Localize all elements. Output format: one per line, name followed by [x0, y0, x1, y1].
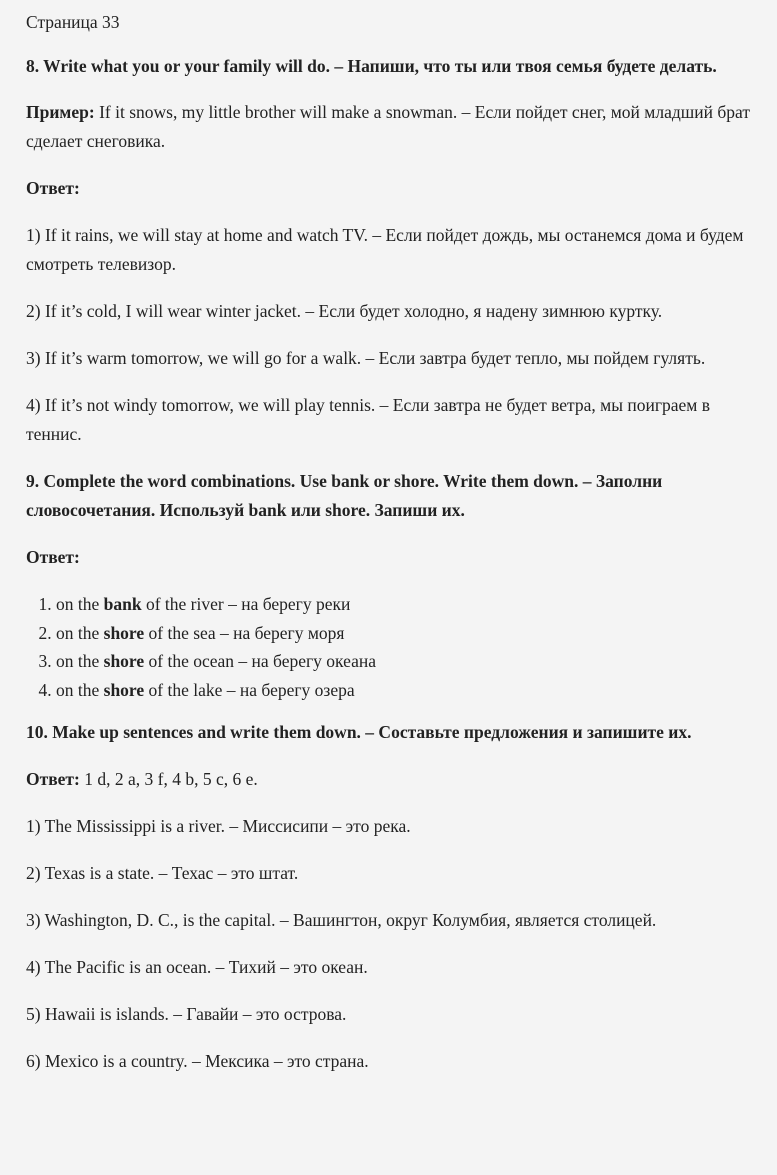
exercise-8-heading: 8. Write what you or your family will do. – Напиши, что ты или твоя семья будете делать. [26, 56, 717, 76]
list-item: 1. on the bank of the river – на берегу реки [56, 590, 751, 619]
exercise-10-answer-3: 3) Washington, D. C., is the capital. – Вашингтон, округ Колумбия, является столицей. [26, 910, 657, 930]
exercise-10-answer-key [26, 765, 751, 794]
exercise-10-answer-5: 5) Hawaii is islands. – Гавайи – это острова. [26, 1004, 347, 1024]
exercise-10-answer-1: 1) The Mississippi is a river. – Миссисипи – это река. [26, 816, 411, 836]
answer-label: Ответ: [26, 769, 80, 789]
answer-key-text: 1 d, 2 a, 3 f, 4 b, 5 c, 6 e. [79, 769, 258, 789]
exercise-8-answer-4: 4) If it’s not windy tomorrow, we will play tennis. – Если завтра не будет ветра, мы поиграем в теннис. [26, 395, 711, 444]
word-combination-list [26, 590, 751, 704]
exercise-10-answer-4: 4) The Pacific is an ocean. – Тихий – это океан. [26, 957, 368, 977]
exercise-10-heading: 10. Make up sentences and write them down. – Составьте предложения и запишите их. [26, 722, 692, 742]
exercise-8-example [26, 98, 751, 156]
exercise-10 [26, 718, 751, 1076]
exercise-8-answer-1: 1) If it rains, we will stay at home and watch TV. – Если пойдет дождь, мы останемся дома и будем смотреть телевизор. [26, 225, 744, 274]
example-text: If it snows, my little brother will make a snowman. – Если пойдет снег, мой младший брат сделает снеговика. [26, 102, 750, 151]
keyword: bank [103, 594, 142, 614]
list-item: 4. on the shore of the lake – на берегу озера [56, 676, 751, 705]
exercise-9-answer-label: Ответ: [26, 547, 80, 567]
exercise-10-answer-6: 6) Mexico is a country. – Мексика – это страна. [26, 1051, 369, 1071]
exercise-8-answer-2: 2) If it’s cold, I will wear winter jacket. – Если будет холодно, я надену зимнюю куртку. [26, 301, 663, 321]
list-item: 3. on the shore of the ocean – на берегу океана [56, 647, 751, 676]
exercise-8-answer-label: Ответ: [26, 178, 80, 198]
exercise-8 [26, 52, 751, 449]
page-number: Страница 33 [26, 12, 120, 32]
exercise-8-answer-3: 3) If it’s warm tomorrow, we will go for a walk. – Если завтра будет тепло, мы пойдем гулять. [26, 348, 706, 368]
keyword: shore [103, 679, 145, 700]
keyword: shore [103, 651, 145, 671]
exercise-9 [26, 467, 751, 704]
exercise-9-heading: 9. Complete the word combinations. Use bank or shore. Write them down. – Заполни словосочетания. Используй bank или shore. Запиши их. [26, 471, 663, 520]
keyword: shore [103, 622, 145, 643]
list-item: 2. on the shore of the sea – на берегу моря [56, 619, 751, 648]
exercise-10-answer-2: 2) Texas is a state. – Техас – это штат. [26, 863, 299, 883]
example-label: Пример: [26, 102, 95, 122]
